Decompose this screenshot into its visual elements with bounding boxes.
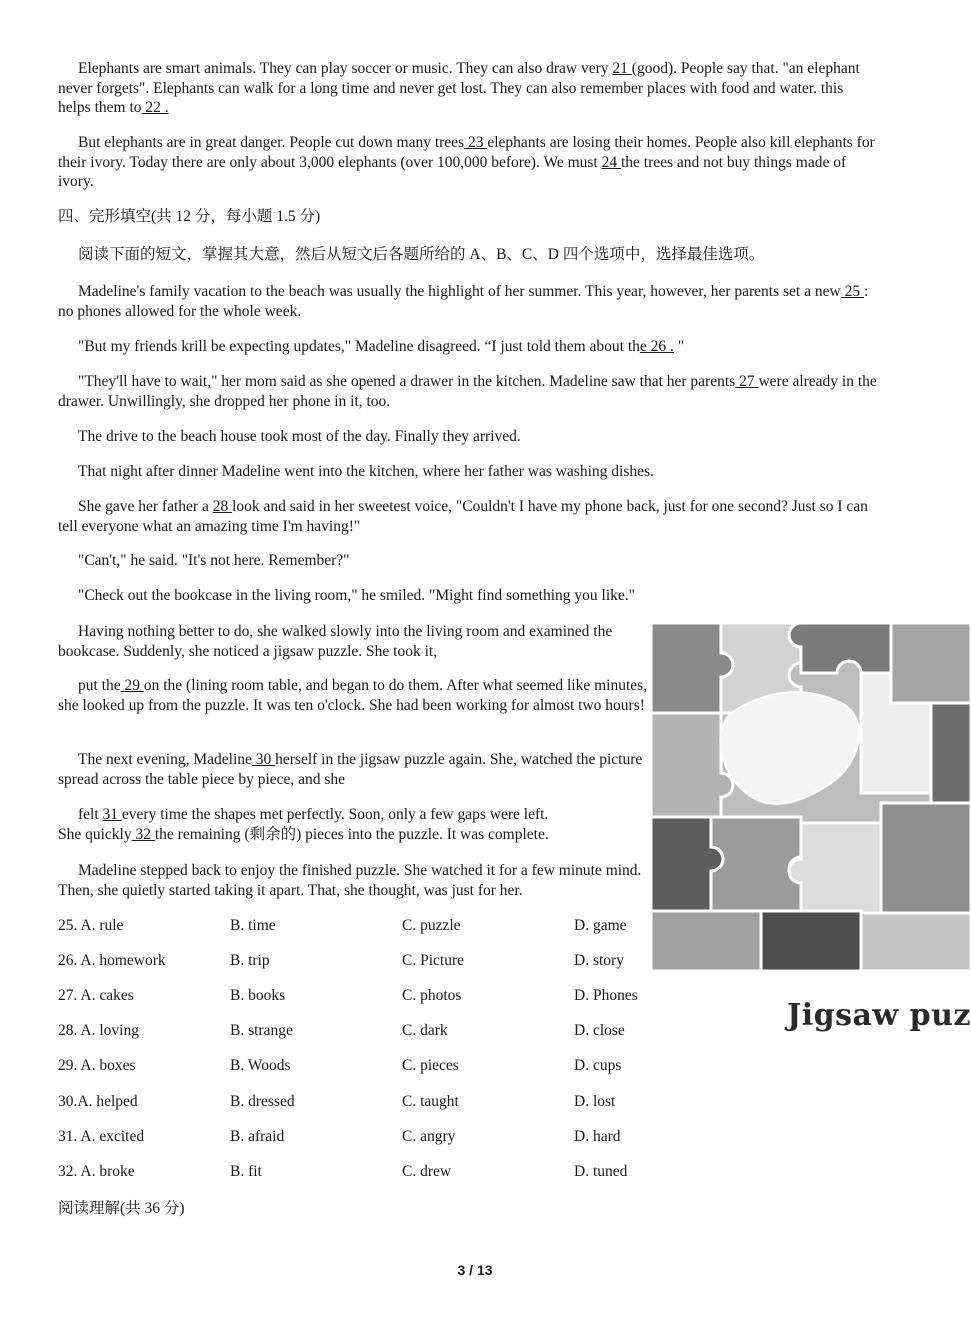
section-heading-reading: 阅读理解(共 36 分) xyxy=(58,1200,185,1217)
story-paragraph-12-line2 xyxy=(58,825,648,845)
option-c: C. pieces xyxy=(402,1057,459,1074)
option-d: D. game xyxy=(574,917,627,934)
text: elephants are losing their homes. People also kill elephants for their ivory. Today there are only about 3,000 elephants (over 100,000 before). We must xyxy=(58,134,875,171)
options-row-32 xyxy=(58,1162,658,1182)
option-a: 31. A. excited xyxy=(58,1128,145,1145)
option-c: C. puzzle xyxy=(402,917,461,934)
page-number: 3 / 13 xyxy=(457,1262,493,1278)
blank-26: e 26 . xyxy=(639,338,674,355)
option-c: C. angry xyxy=(402,1128,456,1145)
jigsaw-puzzle-illustration xyxy=(651,623,971,971)
blank-24: 24 xyxy=(601,153,621,171)
blank-25: 25 xyxy=(840,283,864,300)
blank-28: 28 xyxy=(212,498,233,515)
story-paragraph-8: "Check out the bookcase in the living room," he smiled. "Might find something you like." xyxy=(78,587,635,604)
text: Elephants are smart animals. They can play soccer or music. They can also draw very xyxy=(78,60,613,77)
section-heading-cloze: 四、完形填空(共 12 分，每小题 1.5 分) xyxy=(58,208,321,225)
story-paragraph-1 xyxy=(58,282,878,321)
option-a: 28. A. loving xyxy=(58,1022,139,1039)
option-d: D. Phones xyxy=(574,987,638,1004)
text: "They'll have to wait," her mom said as she opened a drawer in the kitchen. Madeline saw that her parents xyxy=(78,373,736,390)
text: The next evening, Madeline xyxy=(78,751,252,768)
image-caption: Jigsaw puz xyxy=(787,998,971,1033)
options-row-27 xyxy=(58,986,658,1006)
options-row-28 xyxy=(58,1021,658,1041)
paragraph-elephants-1 xyxy=(58,59,878,118)
options-row-30 xyxy=(58,1092,658,1112)
text: were already in the drawer. Unwillingly, she dropped her phone in it, too. xyxy=(58,373,877,410)
story-paragraph-3 xyxy=(58,372,878,411)
option-b: B. time xyxy=(230,917,276,934)
option-d: D. story xyxy=(574,952,624,969)
blank-32: 32 xyxy=(131,826,155,843)
option-b: B. trip xyxy=(230,952,270,969)
option-d: D. hard xyxy=(574,1128,621,1145)
jigsaw-puzzle-image xyxy=(651,623,971,971)
option-b: B. Woods xyxy=(230,1057,291,1074)
story-paragraph-11 xyxy=(58,750,648,789)
text: herself in the jigsaw puzzle again. She, watched the picture spread across the table piece by piece, and she xyxy=(58,751,643,788)
text: the remaining (剩余的) pieces into the puzzle. It was complete. xyxy=(154,826,549,843)
blank-27: 27 xyxy=(735,373,759,390)
story-paragraph-10 xyxy=(58,676,648,715)
option-b: B. fit xyxy=(230,1163,262,1180)
blank-29: 29 xyxy=(120,677,144,694)
blank-30: 30 xyxy=(251,751,276,768)
text: put the xyxy=(78,677,121,694)
option-d: D. lost xyxy=(574,1093,616,1110)
options-row-26 xyxy=(58,951,658,971)
option-b: B. dressed xyxy=(230,1093,295,1110)
option-b: B. books xyxy=(230,987,286,1004)
option-c: C. dark xyxy=(402,1022,448,1039)
story-paragraph-5: That night after dinner Madeline went into the kitchen, where her father was washing dishes. xyxy=(78,463,654,480)
text: Madeline's family vacation to the beach was usually the highlight of her summer. This year, however, her parents set a new xyxy=(78,283,841,300)
option-a: 26. A. homework xyxy=(58,952,166,969)
option-a: 30.A. helped xyxy=(58,1093,138,1110)
text: : no phones allowed for the whole week. xyxy=(58,283,869,320)
option-c: C. photos xyxy=(402,987,462,1004)
text: every time the shapes met perfectly. Soon, only a few gaps were left. xyxy=(121,806,549,823)
text: felt xyxy=(78,806,103,823)
options-row-25 xyxy=(58,916,658,936)
text: look and said in her sweetest voice, "Couldn't I have my phone back, just for one second? Just so I can tell everyone what an amazing time I'm having!" xyxy=(58,498,868,535)
blank-22: 22 . xyxy=(141,99,169,116)
option-d: D. tuned xyxy=(574,1163,628,1180)
story-paragraph-12 xyxy=(58,805,648,825)
section-instruction: 阅读下面的短文，掌握其大意，然后从短文后各题所给的 A、B、C、D 四个选项中，选择最佳选项。 xyxy=(78,246,765,263)
option-a: 27. A. cakes xyxy=(58,987,134,1004)
paragraph-elephants-2 xyxy=(58,133,878,192)
text: "But my friends krill be expecting updates," Madeline disagreed. “I just told them about th xyxy=(78,338,640,355)
option-a: 32. A. broke xyxy=(58,1163,135,1180)
text: on the (lining room table, and began to do them. After what seemed like minutes, she looked up from the puzzle. It was ten o'clock. She had been working for almost two hours! xyxy=(58,677,648,714)
option-d: D. cups xyxy=(574,1057,622,1074)
story-paragraph-7: "Can't," he said. "It's not here. Remember?" xyxy=(78,552,350,569)
story-paragraph-13 xyxy=(58,861,648,900)
text: She gave her father a xyxy=(78,498,213,515)
text: the trees and not buy things made of ivory. xyxy=(58,153,847,190)
blank-23: 23 xyxy=(464,134,488,151)
option-c: C. drew xyxy=(402,1163,452,1180)
option-a: 29. A. boxes xyxy=(58,1057,136,1074)
story-paragraph-2 xyxy=(58,337,878,357)
option-b: B. afraid xyxy=(230,1128,285,1145)
text: (good). People say that. "an elephant never forgets". Elephants can walk for a long time and never get lost. They can also remember places with food and water. this helps them to xyxy=(58,60,860,116)
blank-31: 31 xyxy=(102,806,122,823)
text: But elephants are in great danger. People cut down many trees xyxy=(78,134,465,151)
text: Madeline stepped back to enjoy the finished puzzle. She watched it for a few minute mind. Then, she quietly started taking it apart. That, she thought, was just for her. xyxy=(58,862,642,899)
option-c: C. taught xyxy=(402,1093,459,1110)
options-row-29 xyxy=(58,1056,658,1076)
option-d: D. close xyxy=(574,1022,625,1039)
story-paragraph-4: The drive to the beach house took most of the day. Finally they arrived. xyxy=(78,428,521,445)
options-row-31 xyxy=(58,1127,658,1147)
option-b: B. strange xyxy=(230,1022,293,1039)
option-a: 25. A. rule xyxy=(58,917,124,934)
option-c: C. Picture xyxy=(402,952,464,969)
text: She quickly xyxy=(58,826,132,843)
story-paragraph-9: Having nothing better to do, she walked slowly into the living room and examined the bookcase. Suddenly, she noticed a jigsaw puzzle. She took it, xyxy=(58,623,613,660)
blank-21: 21 xyxy=(612,60,632,77)
text: " xyxy=(673,338,685,355)
story-paragraph-6 xyxy=(58,497,878,536)
